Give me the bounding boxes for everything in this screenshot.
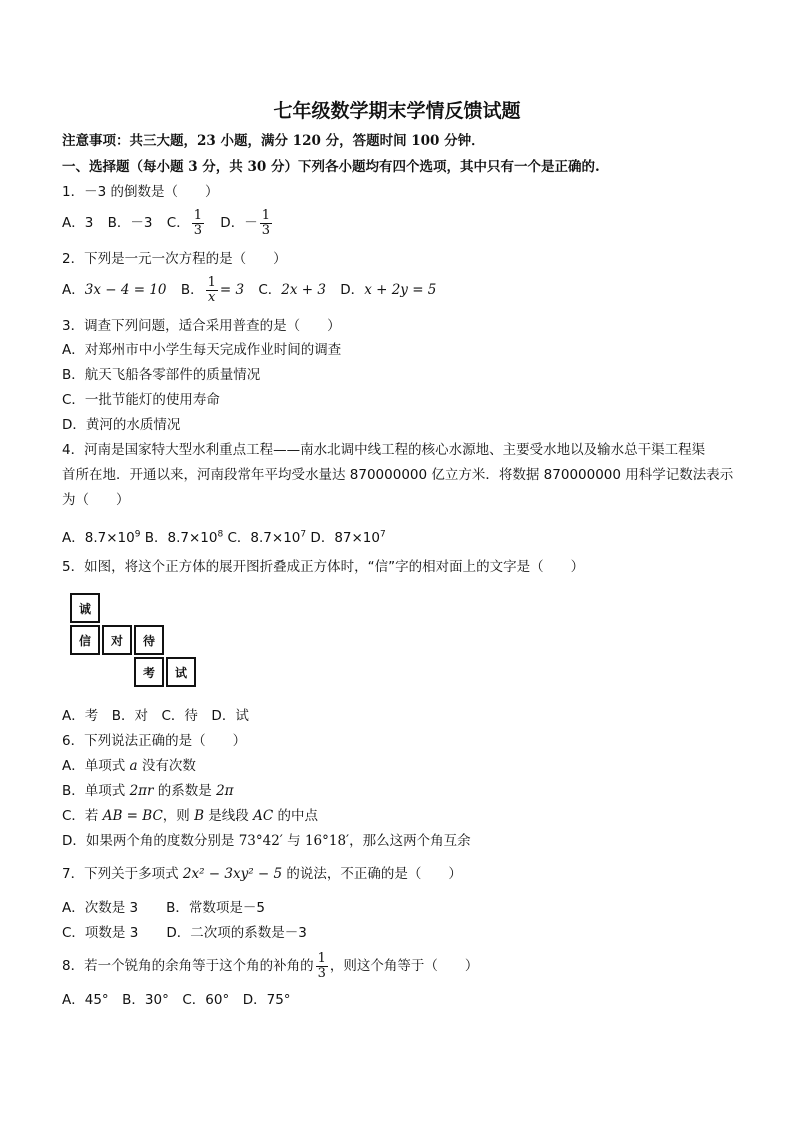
q2-option-d-prefix: D． bbox=[340, 282, 365, 298]
q1-c-den: 3 bbox=[193, 222, 202, 238]
q2-option-b-prefix: B． bbox=[180, 282, 204, 298]
q1-options bbox=[62, 207, 274, 239]
q4-option-c bbox=[228, 530, 307, 546]
q1-option-c-fraction bbox=[192, 209, 204, 238]
q8-fraction bbox=[316, 952, 328, 981]
q4-b-exp: 8 bbox=[217, 529, 224, 539]
q2-option-a-expr: 3x − 4 = 10 bbox=[84, 282, 167, 298]
q7-option-c: C．项数是 3 bbox=[62, 925, 139, 941]
q2-option-b-rest: = 3 bbox=[219, 282, 245, 298]
q2-option-c-prefix: C． bbox=[258, 282, 282, 298]
q2-option-a-prefix: A． bbox=[62, 282, 85, 298]
q2-options bbox=[62, 274, 436, 306]
cube-face-xin: 信 bbox=[70, 625, 100, 655]
q6-d-mid: 与 bbox=[282, 833, 305, 849]
q4-b-base: B．8.7×10 bbox=[144, 529, 218, 546]
q7-stem-prefix: 7．下列关于多项式 bbox=[62, 866, 183, 882]
q7-options-row1 bbox=[62, 899, 265, 917]
q2-option-c-expr: 2x + 3 bbox=[281, 282, 326, 298]
q1-option-c-prefix: C． bbox=[166, 215, 190, 231]
q7-stem-rest: 的说法，不正确的是（ ） bbox=[282, 866, 462, 882]
q2-option-d-expr: x + 2y = 5 bbox=[364, 282, 437, 298]
q4-options bbox=[62, 525, 386, 547]
q1-d-num: 1 bbox=[261, 207, 270, 223]
q6-a-prefix: A．单项式 bbox=[62, 758, 130, 774]
cube-face-cheng: 诚 bbox=[70, 593, 100, 623]
q8-stem bbox=[62, 950, 478, 982]
section-heading: 一、选择题（每小题 3 分，共 30 分）下列各小题均有四个选项，其中只有一个是正确的. bbox=[62, 159, 600, 175]
q4-option-a bbox=[62, 530, 140, 546]
q4-c-exp: 7 bbox=[300, 529, 307, 539]
q8-num: 1 bbox=[317, 950, 326, 966]
q6-b-val: 2π bbox=[216, 783, 234, 799]
q7-option-d: D．二次项的系数是－3 bbox=[166, 925, 307, 941]
q1-d-den: 3 bbox=[261, 222, 270, 238]
q1-option-a: A．3 bbox=[62, 215, 94, 231]
q6-c-prefix: C．若 bbox=[62, 808, 103, 824]
q6-d-rest: ，那么这两个角互余 bbox=[349, 833, 471, 849]
q7-option-a: A．次数是 3 bbox=[62, 900, 139, 916]
q2-stem: 2．下列是一元一次方程的是（ ） bbox=[62, 251, 287, 267]
q1-stem: 1．－3 的倒数是（ ） bbox=[62, 184, 219, 200]
q7-option-b: B．常数项是－5 bbox=[166, 900, 265, 916]
q6-option-c bbox=[62, 807, 318, 825]
cube-face-shi: 试 bbox=[166, 657, 196, 687]
q4-stem-line3: 为（ ） bbox=[62, 492, 130, 508]
q7-stem bbox=[62, 865, 462, 883]
q5-options: A．考 B．对 C．待 D．试 bbox=[62, 708, 249, 724]
cube-face-kao: 考 bbox=[134, 657, 164, 687]
q4-option-b bbox=[145, 530, 223, 546]
q6-b-var: 2πr bbox=[129, 783, 154, 799]
q3-option-a: A．对郑州市中小学生每天完成作业时间的调查 bbox=[62, 342, 342, 358]
q6-a-rest: 没有次数 bbox=[137, 758, 196, 774]
q3-option-c: C．一批节能灯的使用寿命 bbox=[62, 392, 220, 408]
q1-option-d-prefix: D．－ bbox=[220, 215, 258, 231]
q8-stem-prefix: 8．若一个锐角的余角等于这个角的补角的 bbox=[62, 958, 314, 974]
q6-d-val1: 73°42′ bbox=[238, 833, 283, 849]
q8-den: 3 bbox=[317, 965, 326, 981]
q4-a-base: A．8.7×10 bbox=[62, 529, 135, 546]
q6-d-prefix: D．如果两个角的度数分别是 bbox=[62, 833, 239, 849]
q6-c-ac: AC bbox=[253, 808, 274, 824]
q6-a-var: a bbox=[129, 758, 138, 774]
cube-face-dai: 待 bbox=[134, 625, 164, 655]
q6-stem: 6．下列说法正确的是（ ） bbox=[62, 733, 247, 749]
q6-option-b bbox=[62, 782, 234, 800]
q6-option-d bbox=[62, 832, 471, 850]
q2-b-den: x bbox=[208, 289, 216, 305]
q3-option-d: D．黄河的水质情况 bbox=[62, 417, 181, 433]
q4-stem-line2: 首所在地．开通以来，河南段常年平均受水量达 870000000 亿立方米．将数据 870000000 用科学记数法表示 bbox=[62, 467, 734, 483]
q6-c-eq: AB = BC bbox=[102, 808, 163, 824]
q6-d-val2: 16°18′ bbox=[304, 833, 350, 849]
q6-option-a bbox=[62, 757, 196, 775]
q1-c-num: 1 bbox=[193, 207, 202, 223]
q3-stem: 3．调查下列问题，适合采用普查的是（ ） bbox=[62, 318, 341, 334]
cube-face-dui: 对 bbox=[102, 625, 132, 655]
q6-b-prefix: B．单项式 bbox=[62, 783, 130, 799]
q1-option-b: B．－3 bbox=[107, 215, 153, 231]
q6-c-mid: ，则 bbox=[162, 808, 195, 824]
q2-option-b-fraction bbox=[206, 276, 218, 305]
q2-b-num: 1 bbox=[207, 274, 216, 290]
q6-b-mid: 的系数是 bbox=[153, 783, 217, 799]
q8-stem-rest: ，则这个角等于（ ） bbox=[329, 958, 479, 974]
q5-stem: 5．如图，将这个正方体的展开图折叠成正方体时，“信”字的相对面上的文字是（ ） bbox=[62, 559, 585, 575]
q4-d-base: D．87×10 bbox=[310, 529, 380, 546]
q4-a-exp: 9 bbox=[134, 529, 141, 539]
q3-option-b: B．航天飞船各零部件的质量情况 bbox=[62, 367, 261, 383]
q4-c-base: C．8.7×10 bbox=[227, 529, 301, 546]
q1-option-d-fraction bbox=[260, 209, 272, 238]
q4-stem-line1: 4．河南是国家特大型水利重点工程——南水北调中线工程的核心水源地、主要受水地以及输水总干渠工程渠 bbox=[62, 442, 706, 458]
q8-options: A．45° B．30° C．60° D．75° bbox=[62, 992, 291, 1008]
q4-option-d bbox=[310, 530, 385, 546]
q6-c-mid2: 是线段 bbox=[204, 808, 254, 824]
q6-c-b: B bbox=[194, 808, 205, 824]
q4-d-exp: 7 bbox=[380, 529, 386, 539]
q6-c-rest: 的中点 bbox=[273, 808, 318, 824]
cube-net-figure bbox=[70, 593, 200, 693]
q7-expr: 2x² − 3xy² − 5 bbox=[182, 866, 283, 882]
notice: 注意事项：共三大题，23 小题，满分 120 分，答题时间 100 分钟． bbox=[62, 133, 485, 149]
q7-options-row2 bbox=[62, 924, 307, 942]
page-title: 七年级数学期末学情反馈试题 bbox=[273, 100, 521, 122]
